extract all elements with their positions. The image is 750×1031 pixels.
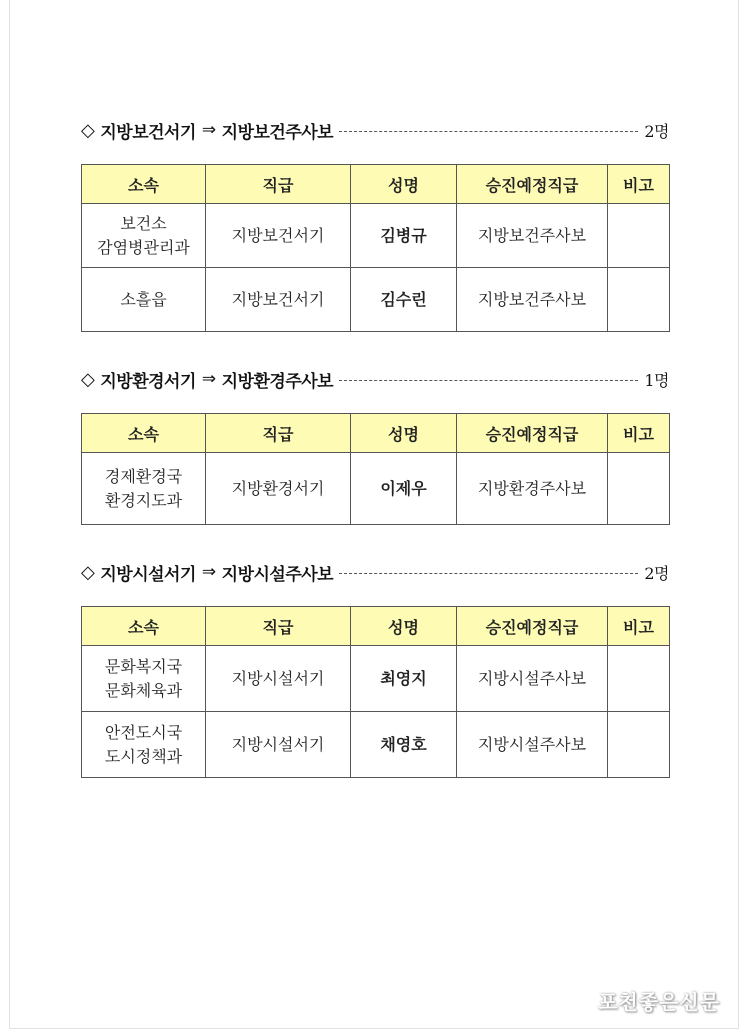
- header-grade: 직급: [206, 165, 351, 204]
- headcount: 1명: [644, 370, 669, 390]
- cell-name: 김수린: [351, 268, 457, 332]
- table-header-row: [82, 607, 670, 646]
- cell-name: 이제우: [351, 453, 457, 525]
- watermark-logo: 포천좋은신문: [598, 990, 720, 1014]
- cell-name: 최영지: [351, 646, 457, 712]
- table-header-row: [82, 414, 670, 453]
- table-header-row: [82, 165, 670, 204]
- cell-target: 지방보건주사보: [457, 204, 608, 268]
- title-to: 지방시설주사보: [221, 564, 334, 585]
- cell-note: [608, 204, 670, 268]
- diamond-icon: ◇: [81, 561, 95, 583]
- cell-target: 지방보건주사보: [457, 268, 608, 332]
- cell-grade: 지방시설서기: [206, 646, 351, 712]
- header-grade: 직급: [206, 414, 351, 453]
- cell-grade: 지방보건서기: [206, 204, 351, 268]
- header-name: 성명: [351, 607, 457, 646]
- dash-leader: [339, 131, 638, 132]
- headcount: 2명: [644, 563, 669, 583]
- arrow-icon: ⇒: [201, 120, 216, 140]
- cell-target: 지방시설주사보: [457, 646, 608, 712]
- arrow-icon: ⇒: [201, 562, 216, 582]
- dept-line: 안전도시국: [104, 722, 183, 742]
- section-health: [81, 118, 669, 332]
- section-environment: [81, 367, 669, 525]
- title-from: 지방환경서기: [100, 371, 196, 392]
- cell-dept: [82, 712, 206, 778]
- header-note: 비고: [608, 607, 670, 646]
- cell-note: [608, 268, 670, 332]
- table-row: [82, 204, 670, 268]
- header-target: 승진예정직급: [457, 165, 608, 204]
- dept-line: 경제환경국: [104, 466, 183, 486]
- dept-line: 감염병관리과: [97, 237, 190, 257]
- cell-name: 김병규: [351, 204, 457, 268]
- header-target: 승진예정직급: [457, 607, 608, 646]
- section-title: [81, 118, 669, 142]
- header-dept: 소속: [82, 414, 206, 453]
- cell-target: 지방시설주사보: [457, 712, 608, 778]
- cell-name: 채영호: [351, 712, 457, 778]
- dept-line: 도시정책과: [104, 746, 183, 766]
- promotion-table: [81, 164, 670, 332]
- cell-dept: [82, 204, 206, 268]
- dept-line: 환경지도과: [104, 490, 183, 510]
- header-grade: 직급: [206, 607, 351, 646]
- cell-dept: [82, 646, 206, 712]
- cell-note: [608, 712, 670, 778]
- header-note: 비고: [608, 165, 670, 204]
- header-dept: 소속: [82, 165, 206, 204]
- title-to: 지방보건주사보: [221, 122, 334, 143]
- diamond-icon: ◇: [81, 368, 95, 390]
- cell-grade: 지방보건서기: [206, 268, 351, 332]
- cell-dept: [82, 453, 206, 525]
- cell-grade: 지방시설서기: [206, 712, 351, 778]
- title-to: 지방환경주사보: [221, 371, 334, 392]
- dept-line: 소흘읍: [120, 289, 167, 309]
- arrow-icon: ⇒: [201, 369, 216, 389]
- headcount: 2명: [644, 121, 669, 141]
- table-row: [82, 712, 670, 778]
- header-name: 성명: [351, 165, 457, 204]
- dash-leader: [339, 380, 638, 381]
- promotion-table: [81, 606, 670, 778]
- table-row: [82, 453, 670, 525]
- header-name: 성명: [351, 414, 457, 453]
- header-dept: 소속: [82, 607, 206, 646]
- section-title: [81, 560, 669, 584]
- table-row: [82, 268, 670, 332]
- header-target: 승진예정직급: [457, 414, 608, 453]
- dept-line: 보건소: [120, 213, 167, 233]
- dept-line: 문화체육과: [104, 680, 183, 700]
- promotion-table: [81, 413, 670, 525]
- dept-line: 문화복지국: [104, 656, 183, 676]
- cell-note: [608, 453, 670, 525]
- title-from: 지방시설서기: [100, 564, 196, 585]
- dash-leader: [339, 573, 638, 574]
- cell-target: 지방환경주사보: [457, 453, 608, 525]
- section-title: [81, 367, 669, 391]
- header-note: 비고: [608, 414, 670, 453]
- section-facility: [81, 560, 669, 778]
- cell-dept: [82, 268, 206, 332]
- cell-grade: 지방환경서기: [206, 453, 351, 525]
- table-row: [82, 646, 670, 712]
- cell-note: [608, 646, 670, 712]
- diamond-icon: ◇: [81, 119, 95, 141]
- title-from: 지방보건서기: [100, 122, 196, 143]
